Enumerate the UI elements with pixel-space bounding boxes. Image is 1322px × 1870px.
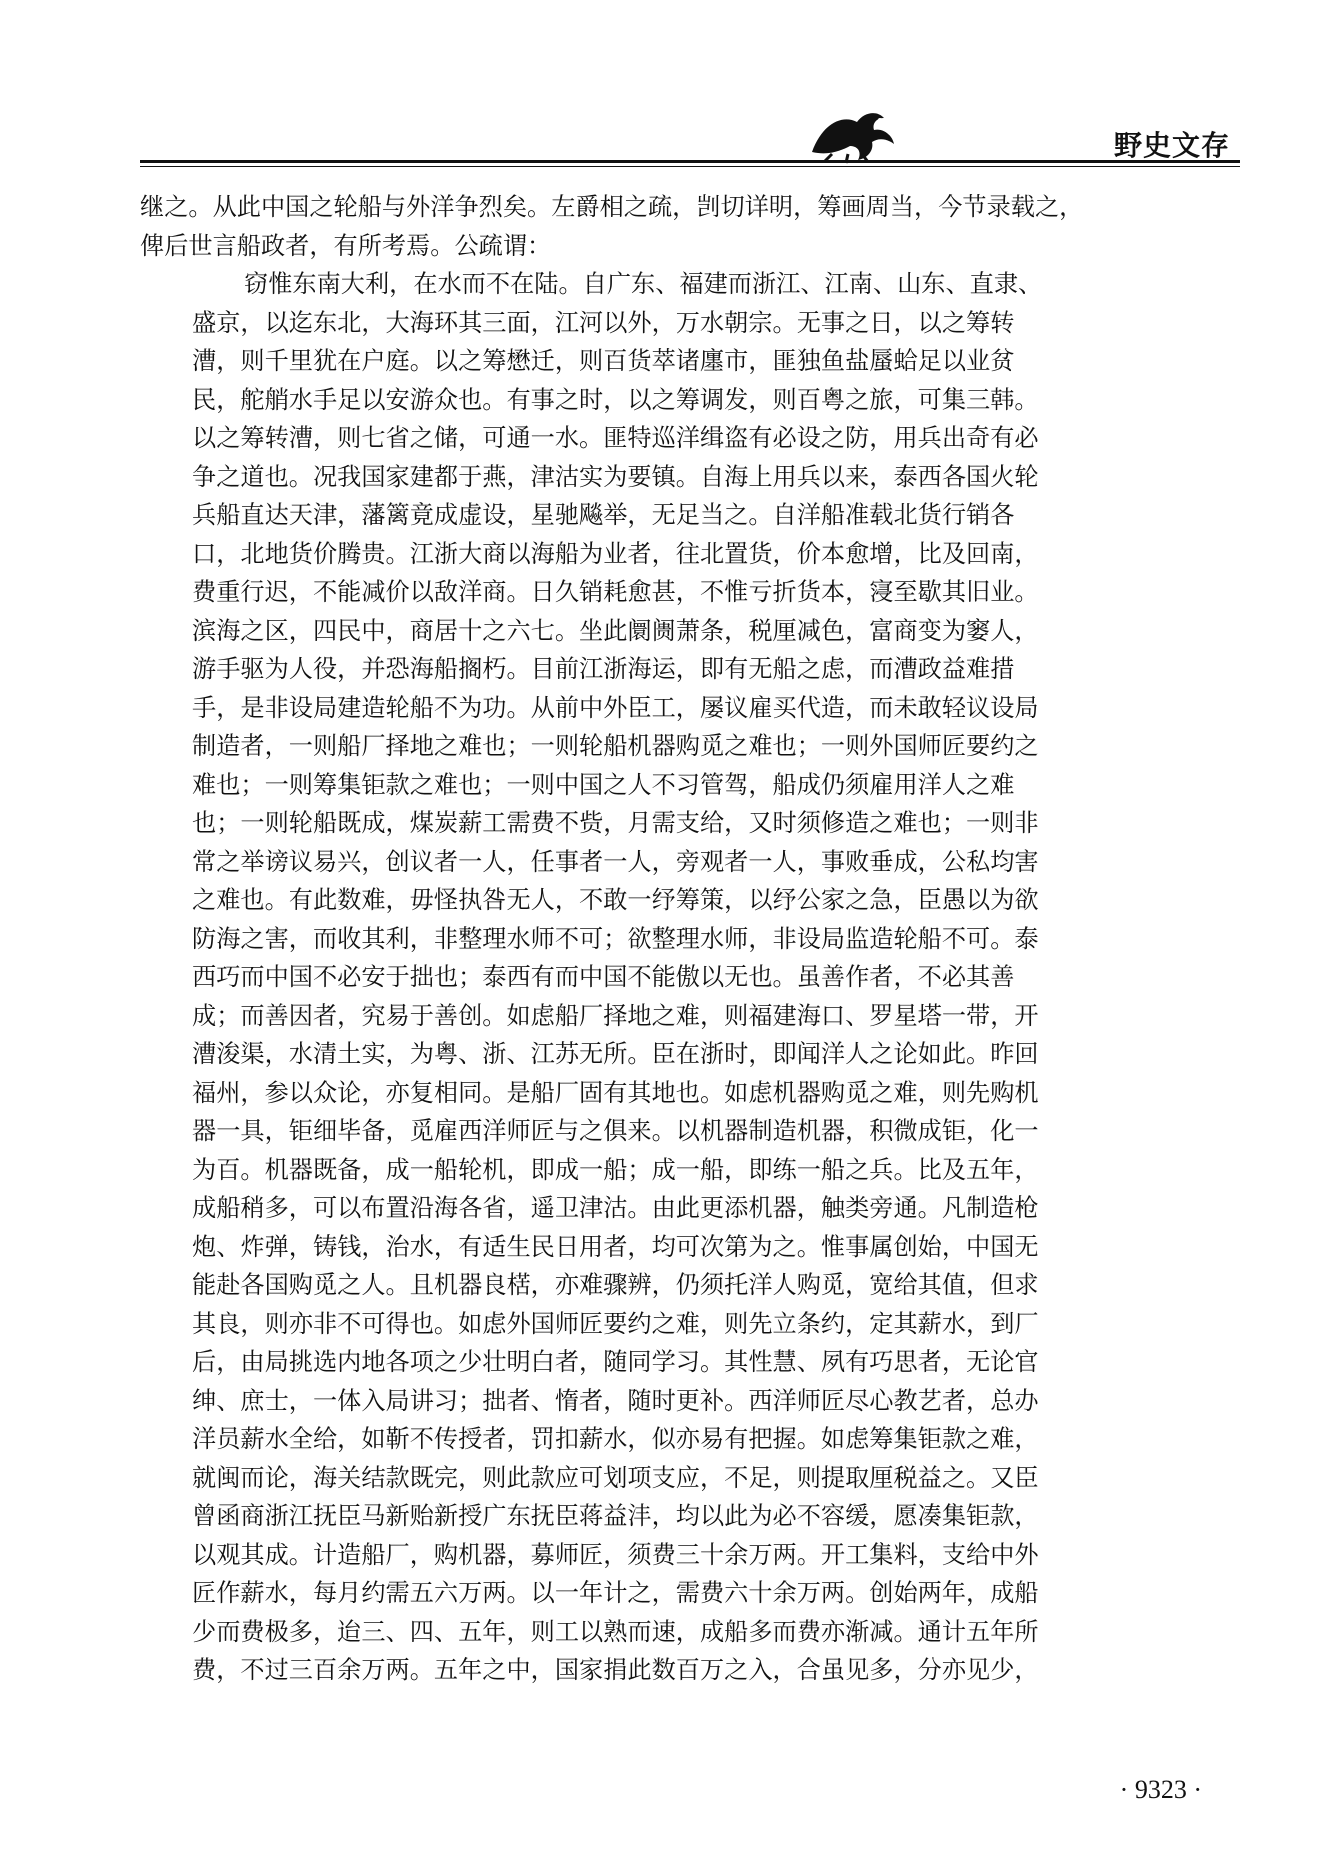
text-line: 民，舵艄水手足以安游众也。有事之时，以之筹调发，则百粤之旅，可集三韩。 <box>192 385 1039 414</box>
text-line: 以观其成。计造船厂，购机器，募师匠，须费三十余万两。开工集料，支给中外 <box>192 1540 1039 1569</box>
text-line: 西巧而中国不必安于拙也；泰西有而中国不能傲以无也。虽善作者，不必其善 <box>192 963 1015 991</box>
text-line: 窃惟东南大利，在水而不在陆。自广东、福建而浙江、江南、山东、直隶、 <box>244 270 1043 298</box>
text-line: 就闽而论，海关结款既完，则此款应可划项支应，不足，则提取厘税益之。又臣 <box>192 1463 1039 1492</box>
text-line: 滨海之区，四民中，商居十之六七。坐此阛阓萧条，税厘减色，富商变为窭人， <box>192 616 1039 645</box>
section-title: 野史文存 <box>1113 129 1230 162</box>
page-number: · 9323 · <box>1119 1775 1202 1804</box>
text-line: 盛京，以迄东北，大海环其三面，江河以外，万水朝宗。无事之日，以之筹转 <box>192 308 1015 337</box>
text-line: 器一具，钜细毕备，觅雇西洋师匠与之俱来。以机器制造机器，积微成钜，化一 <box>192 1117 1039 1145</box>
text-line: 福州，参以众论，亦复相同。是船厂固有其地也。如虑机器购觅之难，则先购机 <box>192 1078 1039 1107</box>
text-line: 绅、庶士，一体入局讲习；拙者、惰者，随时更补。西洋师匠尽心教艺者，总办 <box>192 1386 1039 1415</box>
text-line: 能赴各国购觅之人。且机器良楛，亦难骤辨，仍须托洋人购觅，宽给其值，但求 <box>192 1271 1039 1299</box>
text-line: 制造者，一则船厂择地之难也；一则轮船机器购觅之难也；一则外国师匠要约之 <box>192 732 1039 760</box>
running-header <box>140 98 1240 168</box>
text-line: 游手驱为人役，并恐海船搁朽。目前江浙海运，即有无船之虑，而漕政益难措 <box>192 655 1015 683</box>
dragon-emblem-icon <box>802 104 902 164</box>
text-line: 之难也。有此数难，毋怪执咎无人，不敢一纾筹策，以纾公家之急，臣愚以为欲 <box>192 886 1039 914</box>
body-text <box>140 188 1212 1690</box>
text-line: 费重行迟，不能减价以敌洋商。日久销耗愈甚，不惟亏折货本，寖至歇其旧业。 <box>192 578 1039 606</box>
text-line: 炮、炸弹，铸钱，治水，有适生民日用者，均可次第为之。惟事属创始，中国无 <box>192 1232 1039 1261</box>
text-line: 为百。机器既备，成一船轮机，即成一船；成一船，即练一船之兵。比及五年， <box>192 1155 1039 1184</box>
text-line: 其良，则亦非不可得也。如虑外国师匠要约之难，则先立条约，定其薪水，到厂 <box>192 1309 1039 1338</box>
text-line: 以之筹转漕，则七省之储，可通一水。匪特巡洋缉盗有必设之防，用兵出奇有必 <box>192 424 1039 452</box>
header-rule <box>140 160 1240 163</box>
text-line: 兵船直达天津，藩篱竟成虚设，星驰飚举，无足当之。自洋船准载北货行销各 <box>192 501 1015 529</box>
text-line: 争之道也。况我国家建都于燕，津沽实为要镇。自海上用兵以来，泰西各国火轮 <box>192 462 1039 491</box>
text-line: 难也；一则筹集钜款之难也；一则中国之人不习管驾，船成仍须雇用洋人之难 <box>192 770 1015 799</box>
text-line: 俾后世言船政者，有所考焉。公疏谓： <box>140 231 552 260</box>
text-line: 匠作薪水，每月约需五六万两。以一年计之，需费六十余万两。创始两年，成船 <box>192 1579 1039 1607</box>
memorial-quote <box>140 265 1212 1690</box>
text-line: 继之。从此中国之轮船与外洋争烈矣。左爵相之疏，剀切详明，筹画周当，今节录载之， <box>140 193 1084 221</box>
text-line: 曾函商浙江抚臣马新贻新授广东抚臣蒋益沣，均以此为必不容缓，愿凑集钜款， <box>192 1502 1039 1530</box>
text-line: 少而费极多，迨三、四、五年，则工以熟而速，成船多而费亦渐减。通计五年所 <box>192 1617 1039 1646</box>
text-line: 漕，则千里犹在户庭。以之筹懋迁，则百货萃诸廛市，匪独鱼盐蜃蛤足以业贫 <box>192 347 1015 375</box>
text-line: 防海之害，而收其利，非整理水师不可；欲整理水师，非设局监造轮船不可。泰 <box>192 924 1039 953</box>
header-rule-thin <box>140 166 1240 167</box>
text-line: 后，由局挑选内地各项之少壮明白者，随同学习。其性慧、夙有巧思者，无论官 <box>192 1348 1039 1376</box>
text-line: 洋员薪水全给，如靳不传授者，罚扣薪水，似亦易有把握。如虑筹集钜款之难， <box>192 1425 1039 1453</box>
text-line: 也；一则轮船既成，煤炭薪工需费不赀，月需支给，又时须修造之难也；一则非 <box>192 809 1039 837</box>
text-line: 成船稍多，可以布置沿海各省，遥卫津沽。由此更添机器，触类旁通。凡制造枪 <box>192 1194 1039 1222</box>
text-line: 漕浚渠，水清土实，为粤、浙、江苏无所。臣在浙时，即闻洋人之论如此。昨回 <box>192 1040 1039 1068</box>
text-line: 费，不过三百余万两。五年之中，国家捐此数百万之入，合虽见多，分亦见少， <box>192 1656 1039 1684</box>
text-line: 常之举谤议易兴，创议者一人，任事者一人，旁观者一人，事败垂成，公私均害 <box>192 847 1039 876</box>
text-line: 成；而善因者，究易于善创。如虑船厂择地之难，则福建海口、罗星塔一带，开 <box>192 1001 1039 1030</box>
text-line: 手，是非设局建造轮船不为功。从前中外臣工，屡议雇买代造，而未敢轻议设局 <box>192 693 1039 722</box>
text-line: 口，北地货价腾贵。江浙大商以海船为业者，往北置货，价本愈增，比及回南， <box>192 539 1039 568</box>
